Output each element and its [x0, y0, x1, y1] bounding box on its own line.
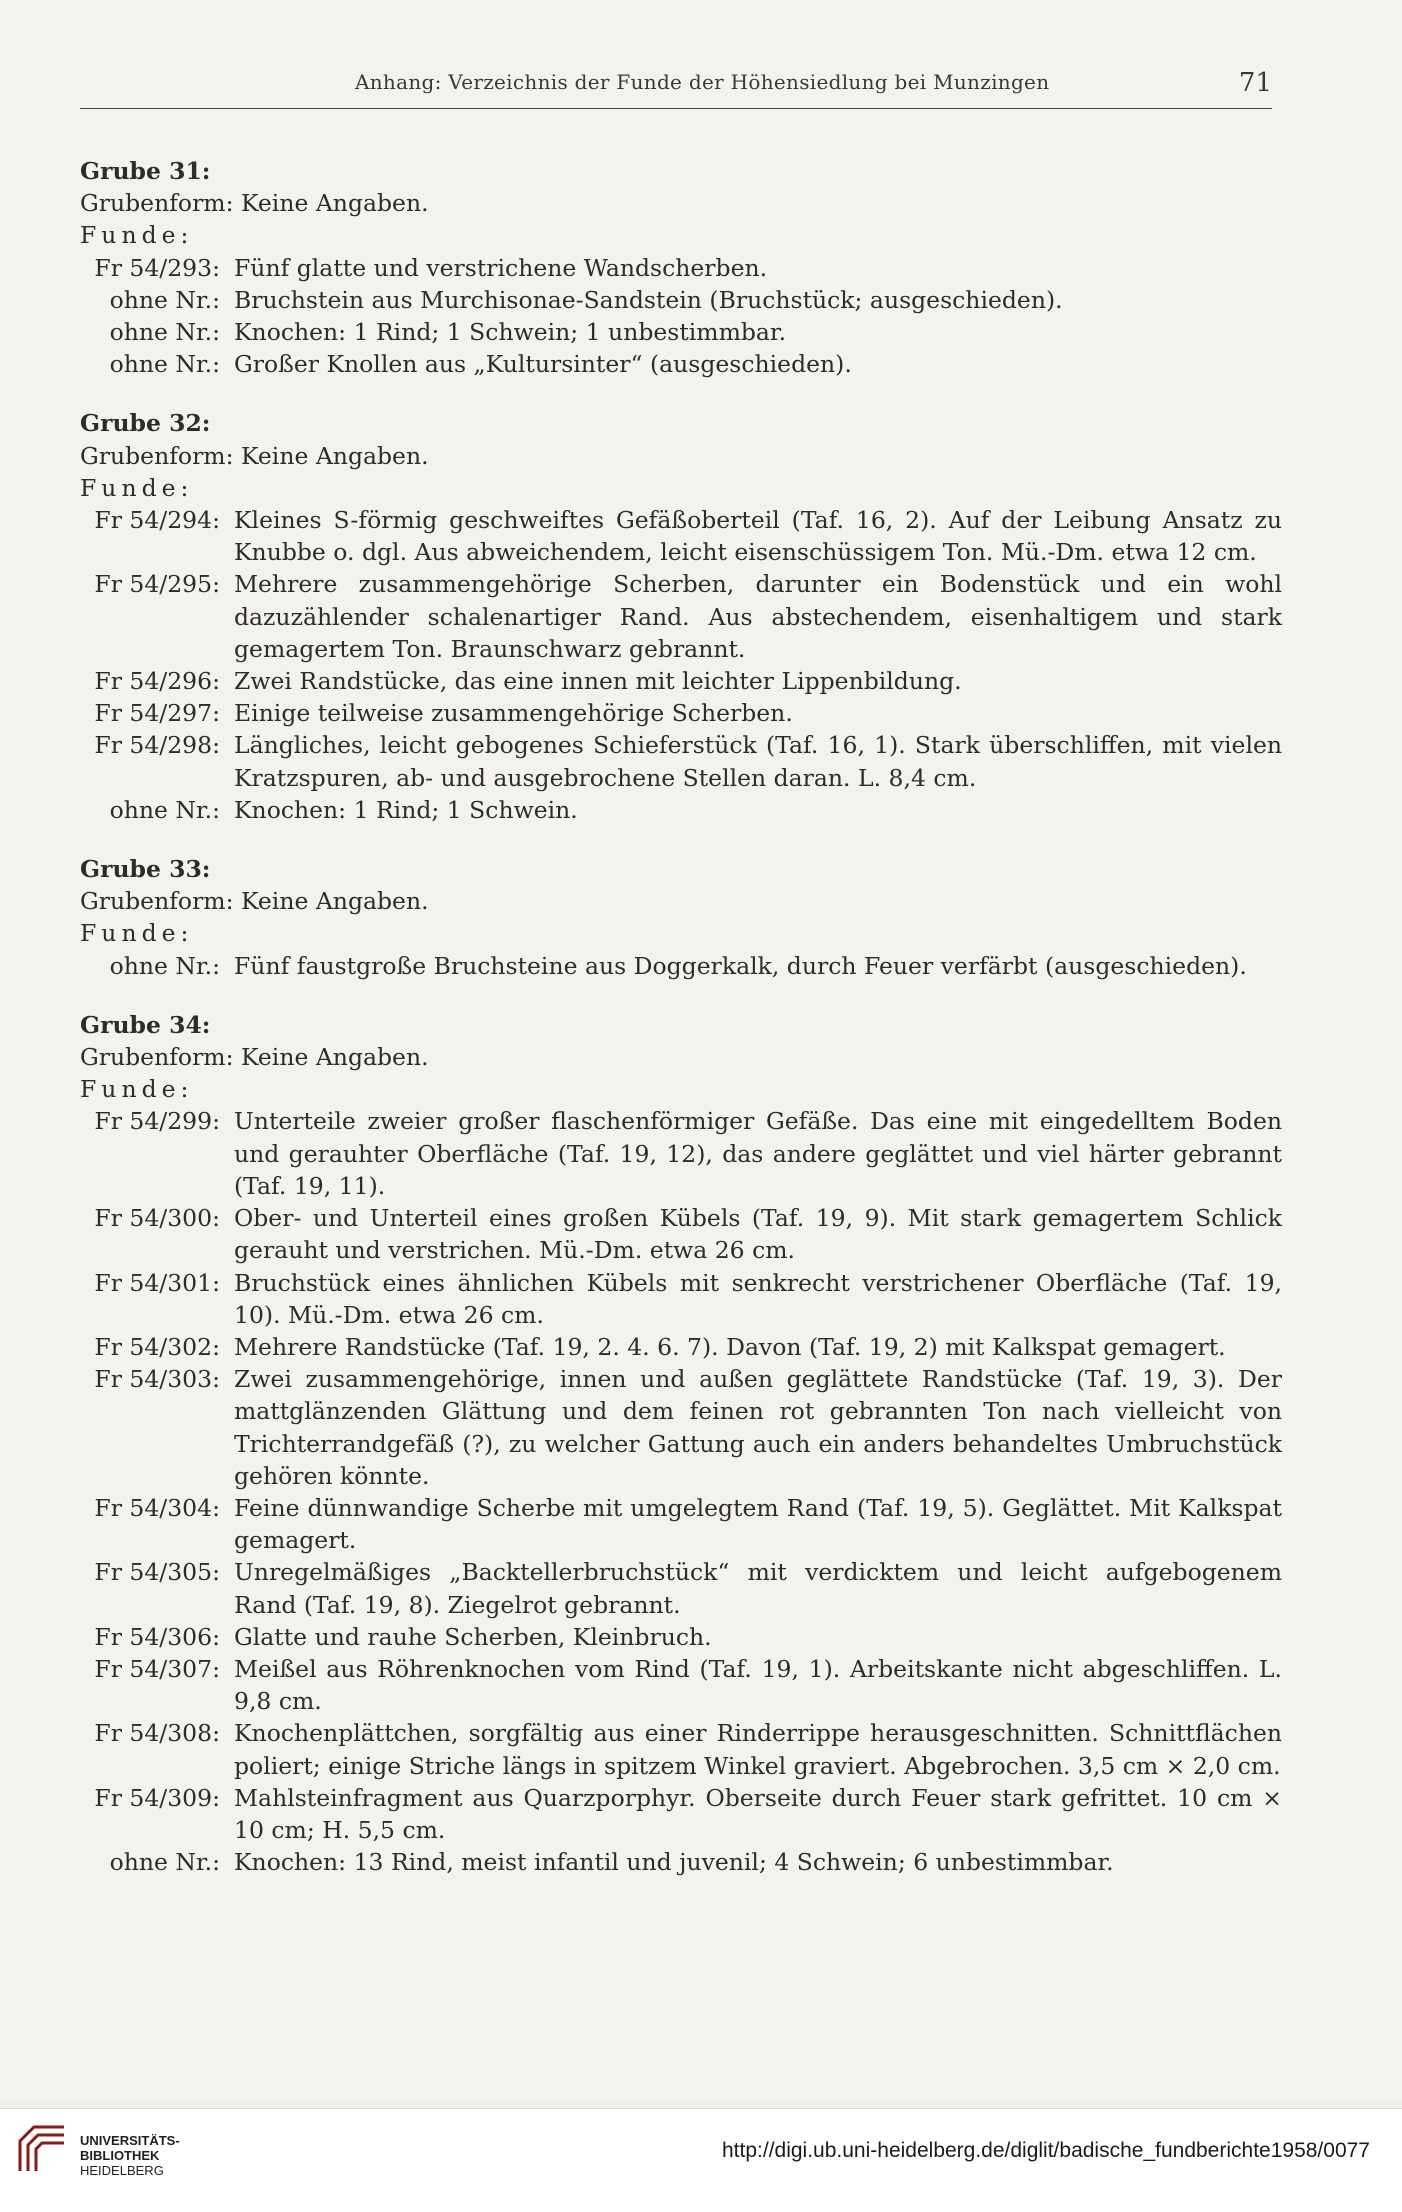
document-body — [80, 155, 1282, 1905]
entry-spacer — [220, 1556, 234, 1620]
find-number: Fr 54/296: — [94, 667, 220, 696]
find-number: Fr 54/303: — [94, 1365, 220, 1394]
pit-form-line: Grubenform: Keine Angaben. — [80, 1043, 429, 1072]
find-description: Einige teilweise zusammengehörige Scherben. — [234, 699, 793, 728]
entry-spacer — [220, 1267, 234, 1331]
entry-spacer — [220, 1363, 234, 1492]
find-number: Fr 54/304: — [94, 1493, 220, 1522]
find-entry — [80, 697, 1282, 729]
find-number: ohne Nr.: — [109, 1848, 220, 1877]
page-number: 71 — [1238, 68, 1272, 98]
find-description: Unterteile zweier großer flaschenförmiger Gefäße. Das eine mit eingedelltem Boden und gerauhter Oberfläche (Taf. 19, 12), das andere geglättet und viel härter gebrannt (Taf. 19, 11). — [234, 1107, 1282, 1200]
entry-spacer — [220, 794, 234, 826]
grube-section — [80, 1009, 1282, 1878]
entry-spacer — [220, 1202, 234, 1266]
entry-spacer — [220, 1653, 234, 1717]
find-entry — [80, 1331, 1282, 1363]
find-entry — [80, 1782, 1282, 1846]
find-number: Fr 54/309: — [94, 1783, 220, 1812]
find-description: Knochen: 1 Rind; 1 Schwein; 1 unbestimmbar. — [234, 318, 787, 347]
find-description: Knochenplättchen, sorgfältig aus einer Rinderrippe herausgeschnitten. Schnittflächen poliert; einige Striche längs in spitzem Winkel graviert. Abgebrochen. 3,5 cm × 2,0 cm. — [234, 1719, 1282, 1780]
find-description: Meißel aus Röhrenknochen vom Rind (Taf. 19, 1). Arbeitskante nicht abgeschliffen. L. 9,8 cm. — [234, 1654, 1282, 1716]
find-description: Knochen: 13 Rind, meist infantil und juvenil; 4 Schwein; 6 unbestimmbar. — [234, 1848, 1114, 1877]
find-entry — [80, 252, 1282, 284]
find-number: Fr 54/300: — [94, 1204, 220, 1233]
find-entry — [80, 284, 1282, 316]
find-description: Bruchstück eines ähnlichen Kübels mit senkrecht verstrichener Oberfläche (Taf. 19, 10). Mü.-Dm. etwa 26 cm. — [234, 1268, 1282, 1329]
entry-spacer — [220, 252, 234, 284]
grube-section — [80, 853, 1282, 982]
library-name-line: HEIDELBERG — [80, 2163, 164, 2178]
find-number: Fr 54/306: — [94, 1622, 220, 1651]
find-description: Knochen: 1 Rind; 1 Schwein. — [234, 795, 578, 824]
header-rule — [80, 108, 1272, 109]
find-description: Mehrere zusammengehörige Scherben, darunter ein Bodenstück und ein wohl dazuzählender schalenartiger Rand. Aus abstechendem, eisenhaltigem und stark gemagertem Ton. Braunschwarz gebrannt. — [234, 570, 1282, 663]
find-description: Unregelmäßiges „Backtellerbruchstück“ mit verdicktem und leicht aufgebogenem Rand (Taf. 19, 8). Ziegelrot gebrannt. — [234, 1558, 1282, 1619]
find-description: Längliches, leicht gebogenes Schieferstück (Taf. 16, 1). Stark überschliffen, mit vielen Kratzspuren, ab- und ausgebrochene Stellen daran. L. 8,4 cm. — [234, 731, 1282, 792]
entry-spacer — [220, 568, 234, 665]
entry-spacer — [220, 1492, 234, 1556]
find-number: Fr 54/295: — [94, 570, 220, 599]
section-title: Grube 32: — [80, 409, 211, 438]
library-name-line: BIBLIOTHEK — [80, 2148, 160, 2163]
find-entry — [80, 1105, 1282, 1202]
finds-label: Funde: — [80, 473, 194, 502]
find-number: Fr 54/302: — [94, 1332, 220, 1361]
entry-spacer — [220, 697, 234, 729]
find-number: Fr 54/294: — [94, 506, 220, 535]
find-description: Glatte und rauhe Scherben, Kleinbruch. — [234, 1622, 712, 1651]
running-title: Anhang: Verzeichnis der Funde der Höhensiedlung bei Munzingen — [355, 70, 1050, 94]
source-url-link[interactable]: http://digi.ub.uni-heidelberg.de/diglit/badische_fundberichte1958/0077 — [722, 2139, 1370, 2162]
find-number: Fr 54/305: — [94, 1558, 220, 1587]
find-number: ohne Nr.: — [109, 285, 220, 314]
find-description: Fünf faustgroße Bruchsteine aus Doggerkalk, durch Feuer verfärbt (ausgeschieden). — [234, 951, 1247, 980]
entry-spacer — [220, 1717, 234, 1781]
entry-spacer — [220, 348, 234, 380]
find-number: Fr 54/297: — [94, 699, 220, 728]
entry-spacer — [220, 1782, 234, 1846]
finds-label: Funde: — [80, 1075, 194, 1104]
find-entry — [80, 1556, 1282, 1620]
find-number: Fr 54/293: — [94, 253, 220, 282]
find-entry — [80, 950, 1282, 982]
section-title: Grube 34: — [80, 1010, 211, 1039]
pit-form-line: Grubenform: Keine Angaben. — [80, 189, 429, 218]
find-entry — [80, 729, 1282, 793]
find-number: ohne Nr.: — [109, 318, 220, 347]
entry-spacer — [220, 1846, 234, 1878]
library-logo-icon — [16, 2123, 68, 2175]
entry-spacer — [220, 665, 234, 697]
find-description: Zwei Randstücke, das eine innen mit leichter Lippenbildung. — [234, 667, 962, 696]
entry-spacer — [220, 729, 234, 793]
find-number: ohne Nr.: — [109, 795, 220, 824]
find-entry — [80, 1363, 1282, 1492]
entry-spacer — [220, 504, 234, 568]
find-description: Bruchstein aus Murchisonae-Sandstein (Bruchstück; ausgeschieden). — [234, 285, 1063, 314]
find-entry — [80, 316, 1282, 348]
entry-spacer — [220, 316, 234, 348]
find-entry — [80, 348, 1282, 380]
find-number: Fr 54/298: — [94, 731, 220, 760]
grube-section — [80, 155, 1282, 380]
entry-spacer — [220, 1105, 234, 1202]
find-number: ohne Nr.: — [109, 350, 220, 379]
find-description: Ober- und Unterteil eines großen Kübels (Taf. 19, 9). Mit stark gemagertem Schlick gerauht und verstrichen. Mü.-Dm. etwa 26 cm. — [234, 1204, 1282, 1265]
section-title: Grube 33: — [80, 855, 211, 884]
find-entry — [80, 504, 1282, 568]
find-number: ohne Nr.: — [109, 951, 220, 980]
page-header — [80, 70, 1272, 110]
find-description: Fünf glatte und verstrichene Wandscherben. — [234, 253, 768, 282]
section-title: Grube 31: — [80, 157, 211, 185]
find-number: Fr 54/307: — [94, 1654, 220, 1683]
find-entry — [80, 1202, 1282, 1266]
find-number: Fr 54/301: — [94, 1268, 220, 1297]
grube-section — [80, 407, 1282, 826]
library-name — [80, 2133, 180, 2178]
find-description: Kleines S-förmig geschweiftes Gefäßoberteil (Taf. 16, 2). Auf der Leibung Ansatz zu Knubbe o. dgl. Aus abweichendem, leicht eisenschüssigem Ton. Mü.-Dm. etwa 12 cm. — [234, 506, 1282, 567]
find-entry — [80, 1267, 1282, 1331]
entry-spacer — [220, 1621, 234, 1653]
library-name-line: UNIVERSITÄTS- — [80, 2133, 180, 2148]
find-number: Fr 54/308: — [94, 1719, 220, 1748]
find-description: Zwei zusammengehörige, innen und außen geglättete Randstücke (Taf. 19, 3). Der mattglänzenden Glättung und dem feinen rot gebrannten Ton nach vielleicht von Trichterrandgefäß (?), zu welcher Gattung auch ein anders behandeltes Umbruchstück gehören könnte. — [234, 1365, 1282, 1490]
finds-label: Funde: — [80, 919, 194, 948]
footer-bar — [0, 2108, 1402, 2212]
find-description: Mehrere Randstücke (Taf. 19, 2. 4. 6. 7). Davon (Taf. 19, 2) mit Kalkspat gemagert. — [234, 1332, 1226, 1361]
find-description: Großer Knollen aus „Kultursinter“ (ausgeschieden). — [234, 350, 852, 379]
find-description: Feine dünnwandige Scherbe mit umgelegtem Rand (Taf. 19, 5). Geglättet. Mit Kalkspat gemagert. — [234, 1493, 1282, 1555]
pit-form-line: Grubenform: Keine Angaben. — [80, 887, 429, 916]
find-entry — [80, 1653, 1282, 1717]
pit-form-line: Grubenform: Keine Angaben. — [80, 441, 429, 470]
find-entry — [80, 1621, 1282, 1653]
find-entry — [80, 1717, 1282, 1781]
find-number: Fr 54/299: — [94, 1107, 220, 1136]
entry-spacer — [220, 1331, 234, 1363]
find-description: Mahlsteinfragment aus Quarzporphyr. Oberseite durch Feuer stark gefrittet. 10 cm × 10 cm; H. 5,5 cm. — [234, 1783, 1282, 1844]
find-entry — [80, 568, 1282, 665]
find-entry — [80, 1492, 1282, 1556]
find-entry — [80, 1846, 1282, 1878]
finds-label: Funde: — [80, 221, 194, 250]
entry-spacer — [220, 950, 234, 982]
find-entry — [80, 665, 1282, 697]
entry-spacer — [220, 284, 234, 316]
find-entry — [80, 794, 1282, 826]
